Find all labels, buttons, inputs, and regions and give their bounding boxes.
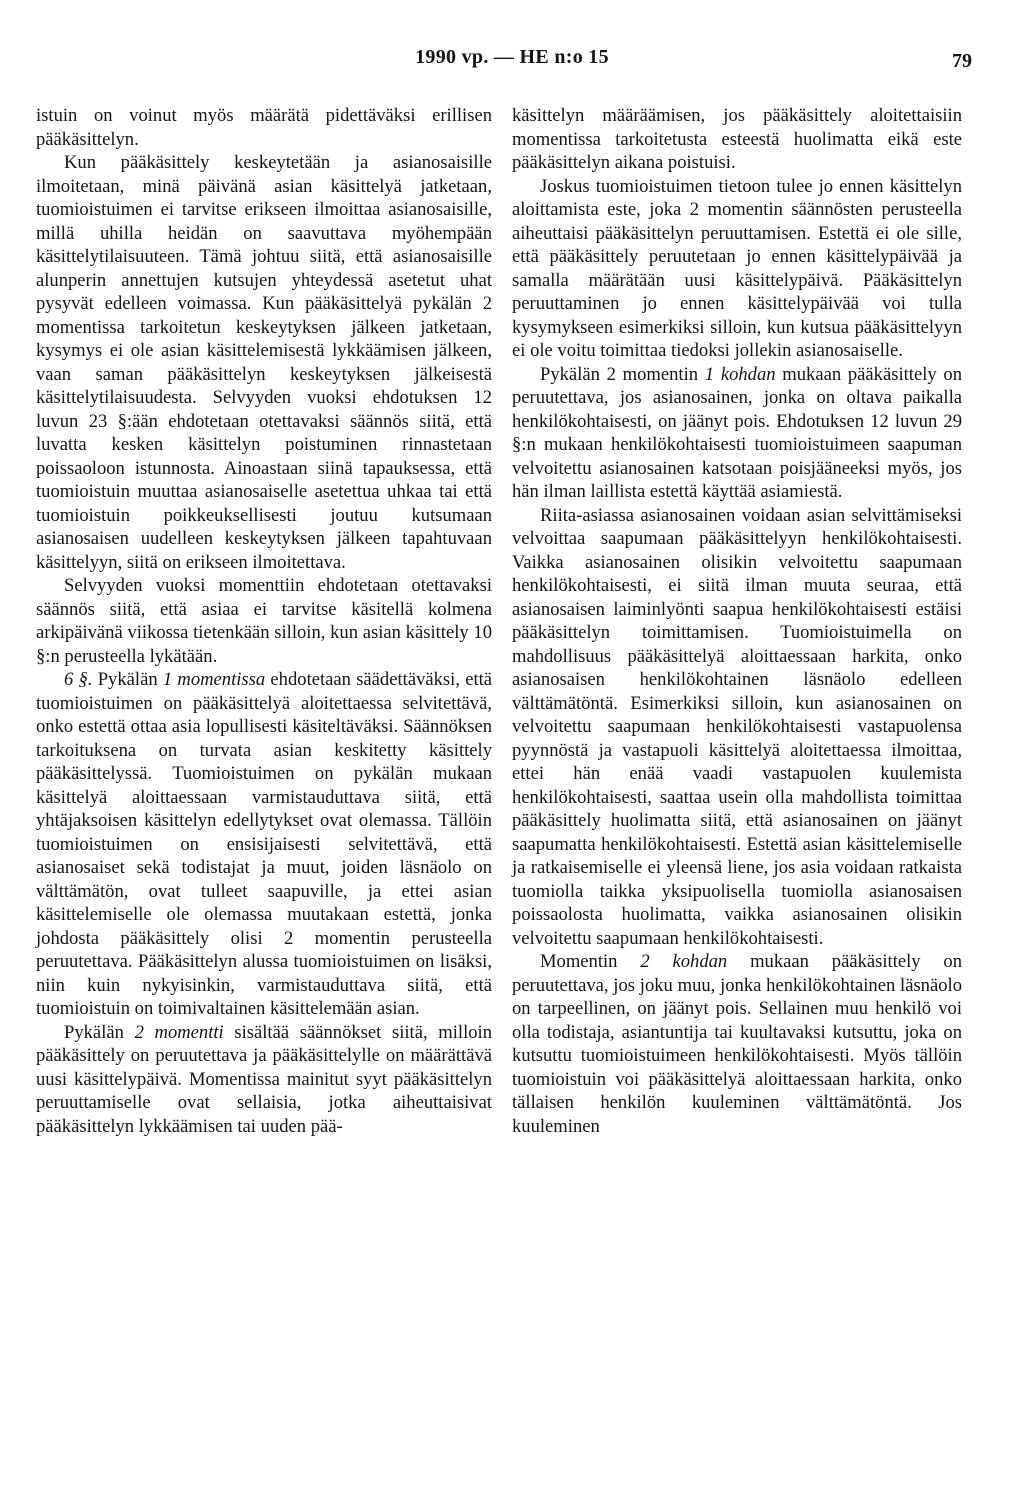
paragraph: Riita-asiassa asianosainen voidaan asian selvittämiseksi velvoittaa saapumaan pääkäsittelyyn henkilökohtaisesti. Vaikka asianosainen olisikin velvoitettu saapumaan henkilökohtaisesti, ei siitä ilman muuta seuraa, että asianosaisen laiminlyönti saapua henkilökohtaisesti estäisi pääkäsittelyn toimittamisen. Tuomioistuimella on mahdollisuus pääkäsittelyä aloittaessaan harkita, onko asianosaisen henkilökohtainen läsnäolo edelleen välttämätöntä. Esimerkiksi silloin, kun asianosainen on velvoitettu saapumaan henkilökohtaisesti vastapuolensa pyynnöstä ja vastapuoli käsittelyä aloitettaessa ilmoittaa, ettei hän enää vaadi vastapuolen kuulemista henkilökohtaisesti, saattaa usein olla mahdollista toimittaa pääkäsittely huolimatta siitä, että asianosainen on jäänyt saapumatta henkilökohtaisesti. Estettä asian käsittelemiselle ja ratkaisemiselle ei yleensä liene, jos asia voidaan ratkaista tuomiolla taikka yksipuolisella tuomiolla asianosaisen poissaolosta huolimatta, vaikka asianosainen olisikin velvoitettu saapumaan henkilökohtaisesti.	[512, 504, 962, 949]
paragraph	[36, 668, 492, 1021]
italic-ref: 2 kohdan	[640, 951, 728, 972]
italic-ref: 1 kohdan	[704, 363, 776, 385]
paragraph: Selvyyden vuoksi momenttiin ehdotetaan otettavaksi säännös siitä, että asiaa ei tarvitse käsitellä kolmena arkipäivänä viikossa tietenkään silloin, kun asian käsittely 10 §:n perusteella lykätään.	[36, 575, 492, 667]
text-run: Pykälän	[64, 1021, 135, 1043]
page-number: 79	[952, 50, 972, 72]
paragraph: istuin on voinut myös määrätä pidettäväksi erillisen pääkäsittelyn.	[36, 105, 492, 150]
text-run: mukaan pääkäsittely on peruutettava, jos asianosainen, jonka on oltava paikalla henkilökohtaisesti, on jäänyt pois. Ehdotuksen 12 luvun 29 §:n mukaan henkilökohtaisesti tuomioistuimeen saapuman velvoitettu asianosainen katsotaan poisjääneeksi myös, jos hän ilman laillista estettä käyttää asiamiestä.	[512, 363, 963, 502]
running-head: 1990 vp. — HE n:o 15	[415, 46, 609, 68]
text-run: Pykälän	[92, 669, 163, 690]
right-column	[512, 104, 962, 1138]
italic-ref: 1 momentissa	[162, 669, 266, 690]
page-header	[0, 46, 1024, 76]
paragraph: Joskus tuomioistuimen tietoon tulee jo ennen käsittelyn aloittamista este, joka 2 momentin säännösten perusteella aiheuttaisi pääkäsittelyn peruuttamisen. Estettä ei ole sille, että pääkäsittely peruutetaan jo ennen käsittelypäivää ja samalla määrätään uusi käsittelypäivä. Pääkäsittelyn peruuttaminen jo ennen käsittelypäivää voi tulla kysymykseen esimerkiksi silloin, kun kutsua pääkäsittelyyn ei ole voitu toimittaa tiedoksi jollekin asianosaiselle.	[512, 175, 962, 361]
section-ref: 6 §.	[64, 669, 93, 690]
text-run: Pykälän 2 momentin	[540, 363, 705, 385]
italic-ref: 2 momentti	[134, 1021, 224, 1043]
text-run: ehdotetaan säädettäväksi, että tuomioistuimen on pääkäsittelyä aloitettaessa selvitettävä, onko estettä ottaa asia lopullisesti käsiteltäväksi. Säännöksen tarkoituksena on turvata asian keskitetty käsittely pääkäsittelyssä. Tuomioistuimen on pykälän mukaan käsittelyä aloittaessaan varmistauduttava siitä, että yhtäjaksoisen käsittelyn edellytykset ovat olemassa. Tällöin tuomioistuimen on ensisijaisesti selvitettävä, että asianosaiset sekä todistajat ja muut, joiden läsnäolo on välttämätön, ovat tulleet saapuville, ja ettei asian käsittelemiselle ole olemassa muutakaan estettä, jonka johdosta pääkäsittely olisi 2 momentin perusteella peruutettava. Pääkäsittelyn alussa tuomioistuimen on lisäksi, niin kuin nykyisinkin, varmistauduttava siitä, että tuomioistuin on toimivaltainen käsittelemään asian.	[36, 669, 493, 1019]
paragraph	[512, 363, 962, 504]
paragraph: Kun pääkäsittely keskeytetään ja asianosaisille ilmoitetaan, minä päivänä asian käsittelyä jatketaan, tuomioistuimen ei tarvitse erikseen ilmoittaa asianosaisille, millä uhilla heidän on saavuttava myöhempään käsittelytilaisuuteen. Tämä johtuu siitä, että asianosaisille alunperin annettujen kutsujen yhteydessä asetetut uhat pysyvät edelleen voimassa. Kun pääkäsittelyä pykälän 2 momentissa tarkoitetun keskeytyksen jälkeen jatketaan, kysymys ei ole asian käsittelemisestä lykkäämisen jälkeen, vaan saman pääkäsittelyn keskeytyksen jälkeisestä käsittelytilaisuudesta. Selvyyden vuoksi ehdotuksen 12 luvun 23 §:ään ehdotetaan otettavaksi säännös siitä, että luvatta kesken käsittelyn poistuminen rinnastetaan poissaoloon istunnosta. Ainoastaan siinä tapauksessa, että tuomioistuin muuttaa asianosaiselle asetettua uhkaa tai että tuomioistuin poikkeuksellisesti joutuu kutsumaan asianosaisen uudelleen keskeytyksen jälkeen tapahtuvaan käsittelyyn, siitä on erikseen ilmoitettava.	[36, 152, 492, 573]
text-run: mukaan pääkäsittely on peruutettava, jos joku muu, jonka henkilökohtainen läsnäolo on tarpeellinen, on jäänyt pois. Sellainen muu henkilö voi olla todistaja, asiantuntija tai kuultavaksi kutsuttu, joka on kutsuttu tuomioistuimeen henkilökohtaisesti. Myös tällöin tuomioistuin voi pääkäsittelyä aloittaessaan harkita, onko tällaisen henkilön kuuleminen välttämätöntä. Jos kuuleminen	[512, 951, 963, 1137]
text-run: sisältää säännökset siitä, milloin pääkäsittely on peruutettava ja pääkäsittelylle on määrättävä uusi käsittelypäivä. Momentissa mainitut syyt pääkäsittelyn peruuttamiselle ovat sellaisia, jotka aiheuttaisivat pääkäsittelyn lykkäämisen tai uuden pää-	[36, 1021, 492, 1137]
text-run: Momentin	[540, 951, 641, 972]
left-column	[36, 104, 492, 1138]
paragraph	[512, 950, 962, 1138]
paragraph	[36, 1021, 492, 1139]
paragraph: käsittelyn määräämisen, jos pääkäsittely aloitettaisiin momentissa tarkoitetusta esteestä huolimatta eikä este pääkäsittelyn aikana poistuisi.	[512, 105, 962, 173]
